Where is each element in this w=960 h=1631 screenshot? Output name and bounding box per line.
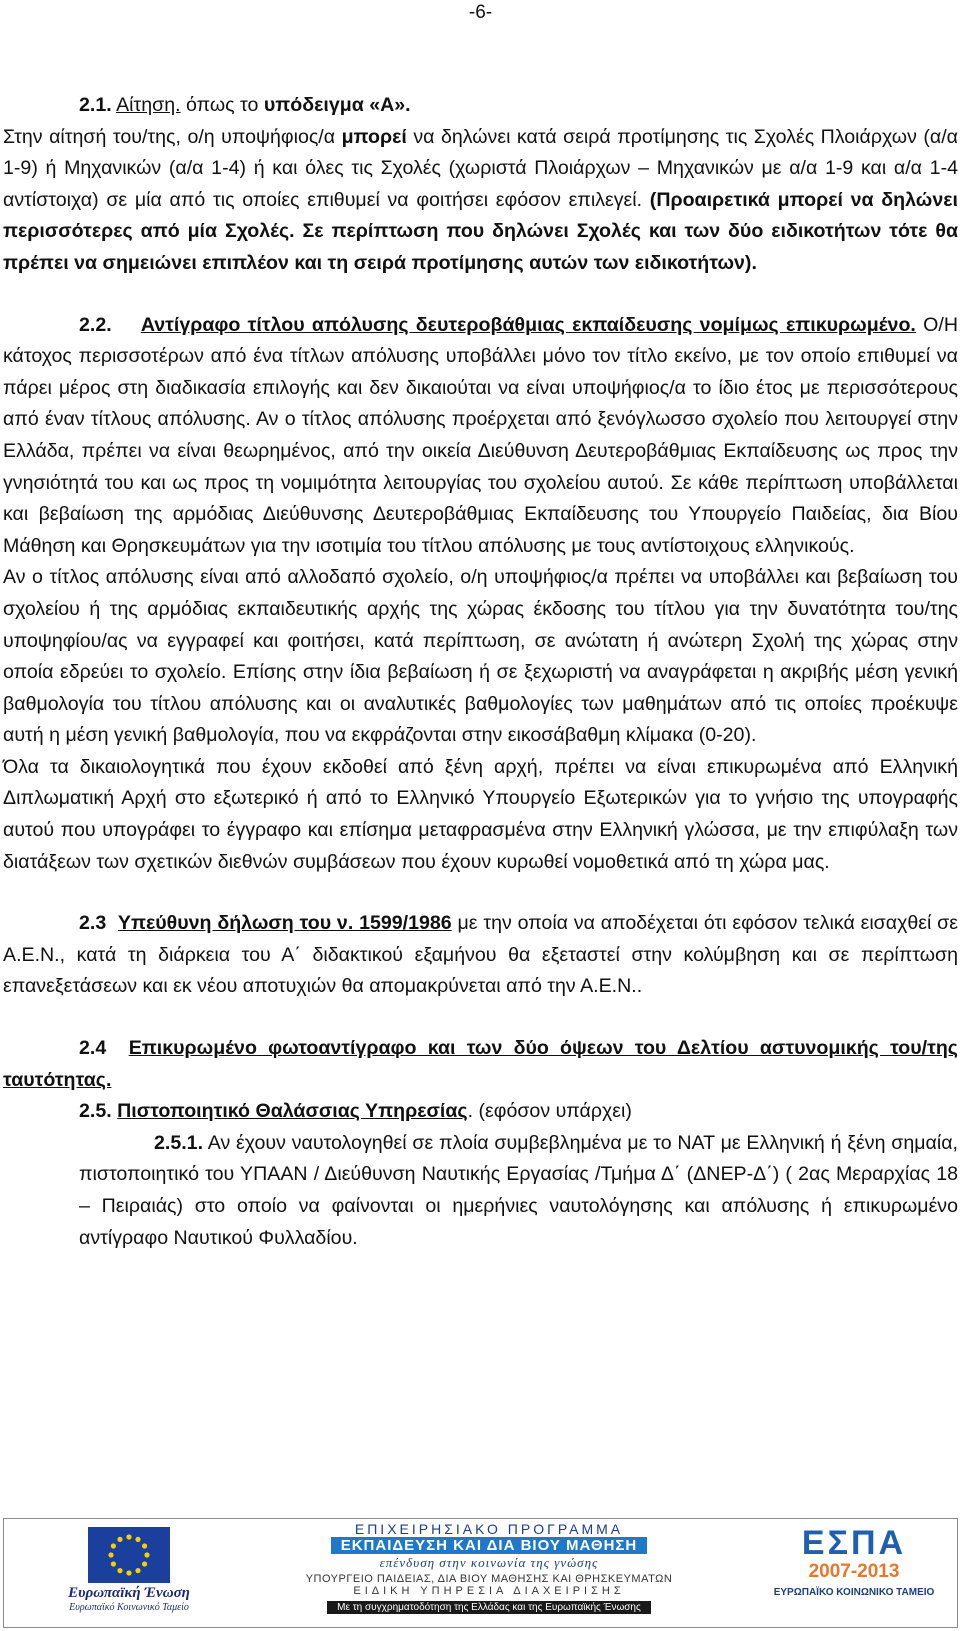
- section-2-3-number: 2.3: [79, 912, 107, 935]
- section-2-2-text: Ο/Η κάτοχος περισσοτέρων από ένα τίτλων απόλυσης υποβάλλει μόνο τον τίτλο εκείνο, με τον οποίο επιθυμεί να πάρει μέρος στη διαδικασία επιλογής και δεν δικαιούται να είναι υποψήφιος/α το ίδιο έτος με περισσότερους από έναν τίτλους απόλυσης. Αν ο τίτλος απόλυσης προέρχεται από ξενόγλωσσο σχολείο που λειτουργεί στην Ελλάδα, πρέπει να είναι θεωρημένος, από την οικεία Διεύθυνση Δευτεροβάθμιας Εκπαίδευσης ως προς την γνησιότητά του και ως προς τη νομιμότητα λειτουργίας του σχολείου αυτού. Σε κάθε περίπτωση υποβάλλεται και βεβαίωση της αρμόδιας Διεύθυνσης Δευτεροβάθμιας Εκπαίδευσης του Υπουργείο Παιδείας, δια Βίου Μάθηση και Θρησκευμάτων για την ισοτιμία του τίτλου απόλυσης με τους αντίστοιχους ελληνικούς.: [3, 313, 958, 557]
- section-2-5-1-number: 2.5.1.: [154, 1131, 204, 1154]
- section-2-1-text-c: να δηλώνει κατά σειρά προτίμησης τις Σχολές Πλοιάρχων (α/α 1-9) ή Μηχανικών (α/α 1-4) ή και όλες τις Σχολές (χωριστά Πλοιάρχων – Μηχανικών με α/α 1-9 και α/α 1-4 αντίστοιχα) σε μία από τις οποίες επιθυμεί να φοιτήσει εφόσον επιλεγεί.: [3, 125, 958, 211]
- section-2-1-text-a: όπως το: [180, 94, 264, 116]
- managing-authority: ΕΙΔΙΚΗ ΥΠΗΡΕΣΙΑ ΔΙΑΧΕΙΡΙΣΗΣ: [353, 1585, 625, 1597]
- section-2-1-bold-a: υπόδειγμα «Α».: [263, 94, 411, 116]
- section-2-5: [3, 1096, 958, 1128]
- spacer: [3, 280, 958, 310]
- operational-programme-logo: [254, 1521, 724, 1625]
- section-2-5-text: . (εφόσον υπάρχει): [467, 1100, 632, 1123]
- section-2-5-number: 2.5.: [79, 1100, 112, 1123]
- section-2-1-title: Αίτηση.: [116, 94, 181, 116]
- eu-label: Ευρωπαϊκή Ένωση: [68, 1585, 190, 1601]
- ministry-name: ΥΠΟΥΡΓΕΙΟ ΠΑΙΔΕΙΑΣ, ΔΙΑ ΒΙΟΥ ΜΑΘΗΣΗΣ ΚΑΙ ΘΡΗΣΚΕΥΜΑΤΩΝ: [305, 1573, 673, 1585]
- section-2-1-text-b: Στην αίτησή του/της, ο/η υποψήφιος/α: [3, 125, 342, 148]
- page-content: [3, 90, 958, 1254]
- section-2-4-number: 2.4: [79, 1037, 107, 1060]
- cofinancing-note: Με τη συγχρηματοδότηση της Ελλάδας και της Ευρωπαϊκής Ένωσης: [327, 1601, 651, 1614]
- op-name: ΕΚΠΑΙΔΕΥΣΗ ΚΑΙ ΔΙΑ ΒΙΟΥ ΜΑΘΗΣΗ: [331, 1537, 648, 1554]
- section-2-1-number: 2.1.: [79, 94, 112, 116]
- section-2-3-title: Υπεύθυνη δήλωση του ν. 1599/1986: [117, 912, 452, 935]
- section-2-2: [3, 310, 958, 563]
- eu-flag-icon: [88, 1527, 170, 1583]
- section-2-5-title: Πιστοποιητικό Θαλάσσιας Υπηρεσίας: [117, 1100, 468, 1123]
- section-2-4-title: Επικυρωμένο φωτοαντίγραφο και των δύο όψεων του Δελτίου αστυνομικής του/της ταυτότητας.: [3, 1037, 958, 1091]
- section-2-3: [3, 908, 958, 1003]
- op-title: ΕΠΙΧΕΙΡΗΣΙΑΚΟ ΠΡΟΓΡΑΜΜΑ: [354, 1521, 624, 1537]
- section-2-1-bold-c: (Προαιρετικά μπορεί να δηλώνει περισσότερες από μία Σχολές. Σε περίπτωση που δηλώνει Σχολές και των δύο ειδικοτήτων τότε θα πρέπει να σημειώνει επιπλέον και τη σειρά προτίμησης αυτών των ειδικοτήτων).: [3, 188, 959, 274]
- section-2-4: [3, 1033, 958, 1096]
- op-slogan: επένδυση στην κοινωνία της γνώσης: [379, 1555, 599, 1570]
- section-2-1: [3, 90, 958, 122]
- eu-logo: [24, 1527, 234, 1622]
- section-2-2-number: 2.2.: [79, 313, 112, 336]
- espa-period: 2007-2013: [808, 1561, 900, 1582]
- section-2-2-paragraph-2: Αν ο τίτλος απόλυσης είναι από αλλοδαπό σχολείο, ο/η υποψήφιος/α πρέπει να υποβάλλει και βεβαίωση του σχολείου ή της αρμόδιας εκπαιδευτικής αρχής της χώρας έκδοσης του τίτλου για την δυνατότητα του/της υποψηφίου/ας να εγγραφεί και φοιτήσει, κατά περίπτωση, σε ανώτατη ή ανώτερη Σχολή της χώρας στην οποία εδρεύει το σχολείο. Επίσης στην ίδια βεβαίωση ή σε ξεχωριστή να αναγράφεται η ακριβής μέση γενική βαθμολογία του τίτλου απόλυσης και οι αναλυτικές βαθμολογίες των μαθημάτων από τις οποίες προέκυψε αυτή η μέση γενική βαθμολογία, που να εκφράζονται στην εικοσάβαθμη κλίμακα (0-20).: [3, 566, 958, 747]
- espa-fund: ΕΥΡΩΠΑΪΚΟ ΚΟΙΝΩΝΙΚΟ ΤΑΜΕΙΟ: [773, 1587, 935, 1598]
- section-2-1-bold-b: μπορεί: [341, 125, 407, 148]
- spacer: [3, 878, 958, 908]
- espa-title: ΕΣΠΑ: [801, 1524, 907, 1562]
- espa-logo: [764, 1525, 944, 1623]
- section-2-1-body: [3, 122, 958, 280]
- section-2-3-text: με την οποία να αποδέχεται ότι εφόσον τελικά εισαχθεί σε Α.Ε.Ν., κατά τη διάρκεια του Α΄ διδακτικού εξαμήνου θα εξεταστεί στην κολύμβηση και σε περίπτωση επανεξετάσεων και εκ νέου αποτυχιών θα απομακρύνεται από την Α.Ε.Ν..: [3, 912, 958, 998]
- document-page: [3, 0, 958, 1631]
- page-number: -6-: [468, 2, 493, 23]
- section-2-5-1: [3, 1128, 958, 1254]
- spacer: [3, 1003, 958, 1033]
- esf-label: Ευρωπαϊκό Κοινωνικό Ταμείο: [69, 1602, 189, 1613]
- section-2-2-title: Αντίγραφο τίτλου απόλυσης δευτεροβάθμιας εκπαίδευσης νομίμως επικυρωμένο.: [140, 313, 916, 336]
- funding-footer-banner: [3, 1518, 958, 1628]
- section-2-5-1-text: Αν έχουν ναυτολογηθεί σε πλοία συμβεβλημένα με το ΝΑΤ με Ελληνική ή ξένη σημαία, πιστοποιητικό του ΥΠΑΑΝ / Διεύθυνση Ναυτικής Εργασίας /Τμήμα Δ΄ (ΔΝΕΡ-Δ΄) ( 2ας Μεραρχίας 18 – Πειραιάς) στο οποίο να φαίνονται οι ημερήνιες ναυτολόγησης και απόλυσης ή επικυρωμένο αντίγραφο Ναυτικού Φυλλαδίου.: [79, 1131, 958, 1249]
- section-2-2-paragraph-3: Όλα τα δικαιολογητικά που έχουν εκδοθεί από ξένη αρχή, πρέπει να είναι επικυρωμένα από Ελληνική Διπλωματική Αρχή στο εξωτερικό ή από το Ελληνικό Υπουργείο Εξωτερικών για το γνήσιο της υπογραφής αυτού που υπογράφει το έγγραφο και επίσημα μεταφρασμένα στην Ελληνική γλώσσα, με την επιφύλαξη των διατάξεων των σχετικών διεθνών συμβάσεων που έχουν κυρωθεί νομοθετικά από τη χώρα μας.: [3, 755, 958, 873]
